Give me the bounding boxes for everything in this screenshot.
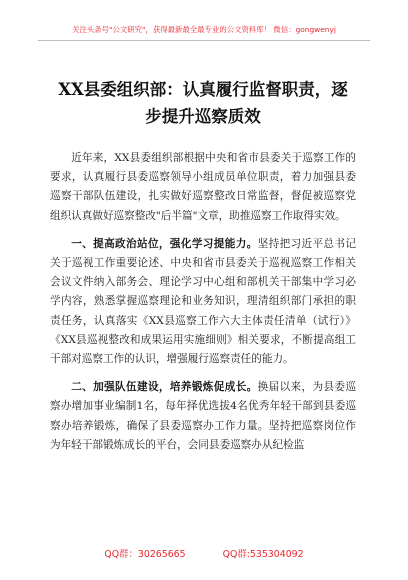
section-2-text: 换届以来，为县委巡察办增加事业编制1名，每年择优选拔4名优秀年轻干部到县委巡察办培养锻炼，确保了县委巡察办工作力量。坚持把巡察岗位作为年轻干部锻炼成长的平台，会同县委巡察办从纪检监	[50, 381, 356, 451]
document-body	[50, 149, 356, 464]
footer-contact	[0, 546, 408, 560]
section-paragraph-1	[50, 235, 356, 369]
section-paragraph-2	[50, 378, 356, 455]
footer-qq-group-2: QQ群:535304092	[222, 549, 304, 560]
header-divider	[38, 40, 370, 41]
footer-qq-group-1: QQ群：30265665	[104, 549, 186, 560]
document-title: XX县委组织部：认真履行监督职责，逐步提升巡察质效	[58, 80, 348, 126]
section-1-text: 坚持把习近平总书记关于巡视工作重要论述、中央和省市县委关于巡视巡察工作相关会议文件纳入部务会、理论学习中心组和部机关干部集中学习必学内容，熟悉掌握巡察理论和业务知识，理清组织部门承担的职责任务，认真落实《XX县巡察工作六大主体责任清单（试行）》《XX县巡视整改和成果运用实施细则》相关要求，不断提高组工干部对巡察工作的认识，增强履行巡察责任的能力。	[50, 237, 356, 366]
section-2-heading: 二、加强队伍建设，培养锻炼促成长。	[71, 381, 258, 394]
header-promo-note: 关注头条号"公文研究"，获得最新最全最专业的公文资料库！ 微信：gongwenyj	[72, 25, 336, 34]
intro-paragraph: 近年来，XX县委组织部根据中央和省市县委关于巡察工作的要求，认真履行县委巡察领导小组成员单位职责，着力加强县委巡察干部队伍建设，扎实做好巡察整改日常监督，督促被巡察党组织认真做好巡察整改"后半篇"文章，助推巡察工作取得实效。	[50, 152, 356, 222]
section-1-heading: 一、提高政治站位，强化学习提能力。	[71, 237, 258, 250]
